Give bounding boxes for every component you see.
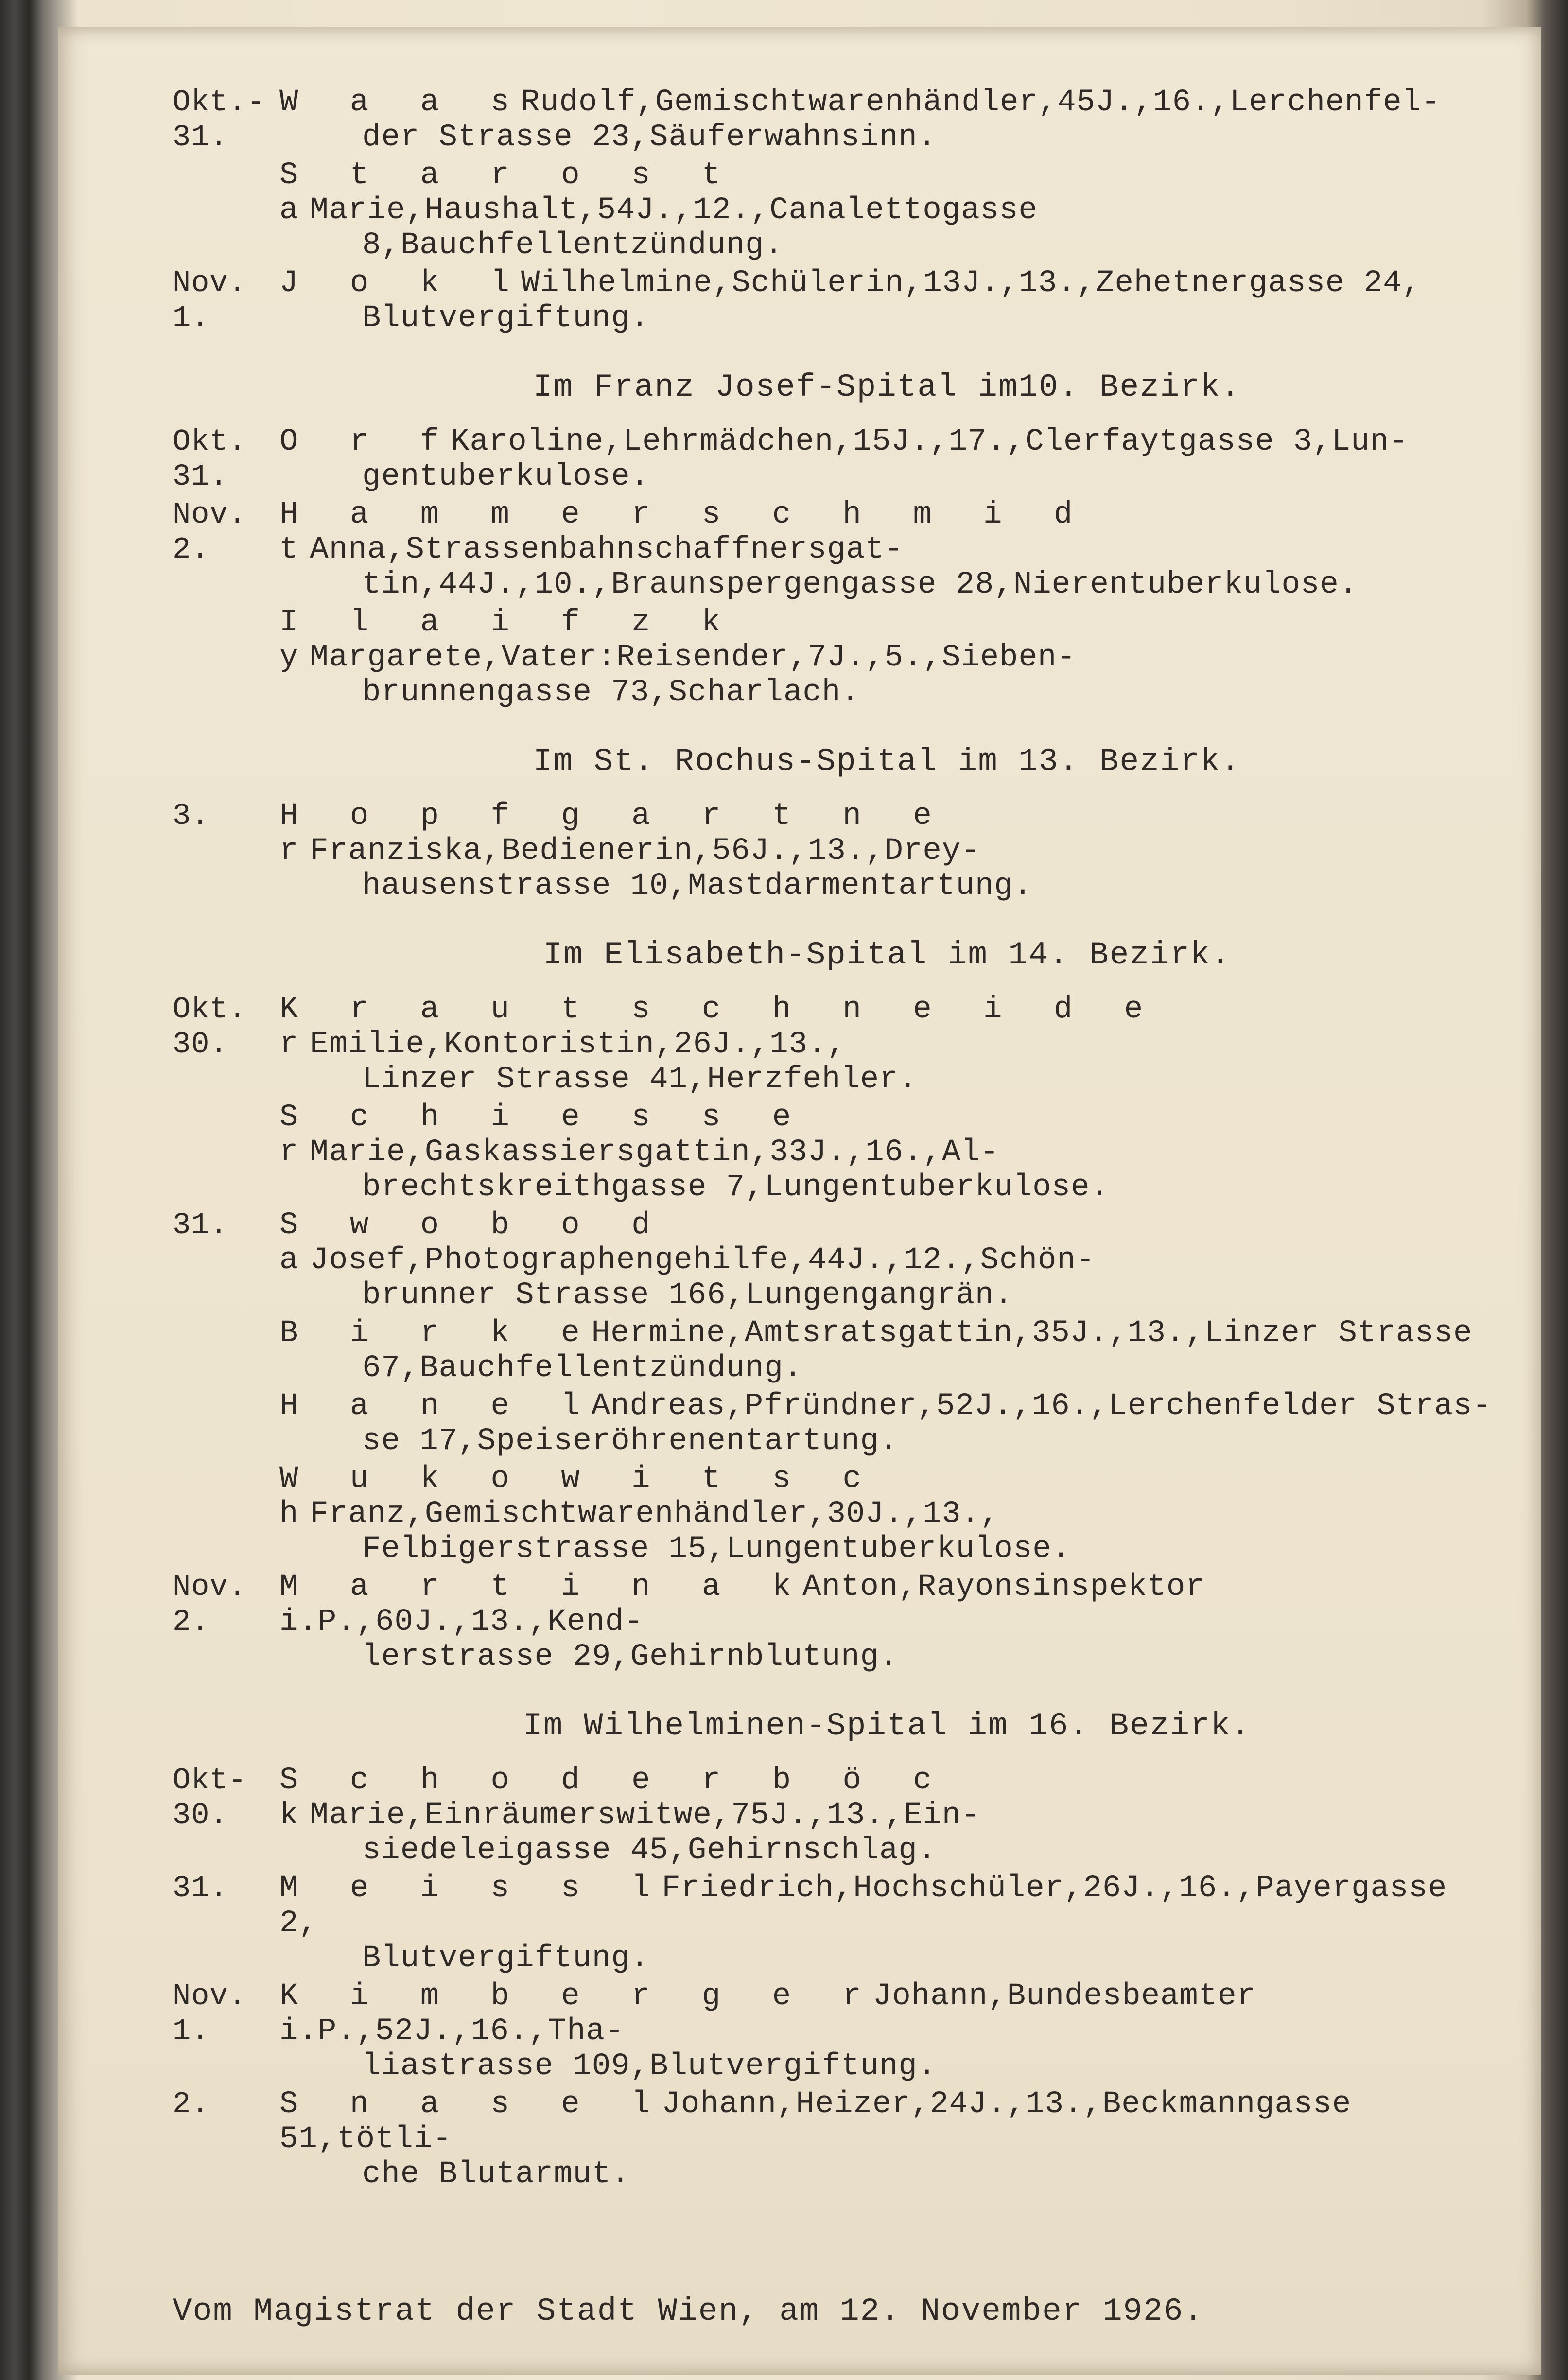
death-record-entry (173, 2087, 1495, 2192)
entry-details: Wilhelmine,Schülerin,13J.,13.,Zehetnergasse 24, (521, 266, 1421, 301)
entry-surname: O r f (279, 424, 456, 459)
death-record-entry (173, 605, 1495, 710)
entry-details-continued: Blutvergiftung. (362, 301, 650, 336)
entry-details: Hermine,Amtsratsgattin,35J.,13.,Linzer Strasse (591, 1316, 1473, 1351)
entry-details-continued: 8,Bauchfellentzündung. (362, 228, 784, 263)
entry-surname: J o k l (279, 266, 526, 301)
entry-details: Anton,Rayonsinspektor i.P.,60J.,13.,Kend- (279, 1570, 1205, 1640)
section-heading: Im St. Rochus-Spital im 13. Bezirk. (533, 743, 1241, 780)
hospital-section (173, 370, 1495, 710)
entry-surname: M e i s s l (279, 1871, 667, 1906)
entry-surname: W u k o w i t s c h (279, 1462, 878, 1532)
entry-surname: H a n e l (279, 1389, 596, 1424)
section-heading: Im Franz Josef-Spital im10. Bezirk. (533, 369, 1241, 405)
entry-details: Friedrich,Hochschüler,26J.,16.,Payergasse 2, (279, 1871, 1447, 1941)
entry-surname: B i r k e (279, 1316, 596, 1351)
entry-surname: S c h o d e r b ö c k (279, 1763, 948, 1833)
entry-details-continued: brechtskreithgasse 7,Lungentuberkulose. (362, 1170, 1109, 1205)
document-page (58, 27, 1541, 2375)
death-record-entry (173, 497, 1495, 602)
death-record-entry (173, 1316, 1495, 1386)
hospital-section (173, 744, 1495, 904)
entry-details-continued: lerstrasse 29,Gehirnblutung. (362, 1640, 899, 1675)
entry-surname: S t a r o s t a (279, 158, 737, 228)
entry-date: 31. (173, 1208, 228, 1242)
death-record-entry (173, 424, 1495, 494)
entry-surname: S w o b o d a (279, 1208, 667, 1278)
entry-details-continued: brunner Strasse 166,Lungengangrän. (362, 1278, 1013, 1313)
death-record-entry (173, 1462, 1495, 1567)
entry-details-continued: hausenstrasse 10,Mastdarmentartung. (362, 869, 1033, 904)
entry-date: 2. (173, 2087, 210, 2121)
entry-date: Okt. 31. (173, 424, 247, 494)
entry-details-continued: gentuberkulose. (362, 459, 650, 494)
entry-surname: K i m b e r g e r (279, 1979, 878, 2014)
hospital-section (173, 1709, 1495, 2192)
entry-surname: K r a u t s c h n e i d e r (279, 992, 1160, 1062)
death-record-entry (173, 1389, 1495, 1459)
entry-details-continued: se 17,Speiseröhrenentartung. (362, 1424, 899, 1459)
section-heading: Im Wilhelminen-Spital im 16. Bezirk. (523, 1708, 1251, 1744)
entry-details: Anna,Strassenbahnschaffnersgat- (310, 532, 904, 567)
death-record-entry (173, 158, 1495, 263)
entry-details-continued: tin,44J.,10.,Braunspergengasse 28,Nierentuberkulose. (362, 567, 1359, 602)
entry-details: Johann,Heizer,24J.,13.,Beckmanngasse 51,tötli- (279, 2087, 1352, 2157)
entry-date: Nov. 1. (173, 1979, 247, 2048)
entry-date: Okt. 30. (173, 992, 247, 1062)
entry-date: 3. (173, 799, 210, 833)
death-record-entry (173, 1763, 1495, 1868)
entry-date: 31. (173, 1871, 228, 1906)
entry-date: Nov. 1. (173, 266, 247, 335)
hospital-section (173, 85, 1495, 336)
entry-details-continued: siedeleigasse 45,Gehirnschlag. (362, 1833, 937, 1868)
entry-date: Nov. 2. (173, 1570, 247, 1639)
death-record-entry (173, 799, 1495, 904)
entry-details-continued: che Blutarmut. (362, 2157, 630, 2192)
entry-date: Nov. 2. (173, 497, 247, 567)
entry-details-continued: 67,Bauchfellentzündung. (362, 1351, 803, 1386)
section-heading: Im Elisabeth-Spital im 14. Bezirk. (543, 937, 1231, 973)
entry-details: Franziska,Bedienerin,56J.,13.,Drey- (310, 834, 980, 869)
entry-surname: S n a s e l (279, 2087, 667, 2122)
death-record-entry (173, 1570, 1495, 1675)
entry-details: Marie,Einräumerswitwe,75J.,13.,Ein- (310, 1798, 980, 1833)
entry-surname: M a r t i n a k (279, 1570, 808, 1605)
entry-details: Emilie,Kontoristin,26J.,13., (310, 1027, 846, 1062)
entry-surname: H o p f g a r t n e r (279, 799, 948, 869)
entry-details-continued: der Strasse 23,Säuferwahnsinn. (362, 120, 937, 155)
entry-details: Johann,Bundesbeamter i.P.,52J.,16.,Tha- (279, 1979, 1256, 2049)
entry-details: Andreas,Pfründner,52J.,16.,Lerchenfelder Stras- (591, 1389, 1492, 1424)
entry-details-continued: Felbigerstrasse 15,Lungentuberkulose. (362, 1532, 1071, 1567)
death-record-entry (173, 1979, 1495, 2084)
entry-details: Karoline,Lehrmädchen,15J.,17.,Clerfaytgasse 3,Lun- (451, 424, 1409, 459)
entry-date: Okt.- 31. (173, 85, 266, 155)
entry-details: Rudolf,Gemischtwarenhändler,45J.,16.,Lerchenfel- (521, 85, 1441, 120)
entry-details: Marie,Gaskassiersgattin,33J.,16.,Al- (310, 1135, 1000, 1170)
death-record-entry (173, 1871, 1495, 1976)
document-footer: Vom Magistrat der Stadt Wien, am 12. November 1926. (173, 2293, 1204, 2329)
entry-details: Margarete,Vater:Reisender,7J.,5.,Sieben- (310, 640, 1076, 675)
hospital-section (173, 938, 1495, 1675)
entry-details: Josef,Photographengehilfe,44J.,12.,Schön- (310, 1243, 1096, 1278)
death-record-entry (173, 266, 1495, 336)
entry-surname: W a a s (279, 85, 526, 120)
entry-date: Okt- 30. (173, 1763, 247, 1833)
death-record-entry (173, 85, 1495, 155)
entry-details-continued: Linzer Strasse 41,Herzfehler. (362, 1062, 918, 1097)
entry-details-continued: Blutvergiftung. (362, 1941, 650, 1976)
entry-surname: S c h i e s s e r (279, 1100, 808, 1170)
entry-surname: I l a i f z k y (279, 605, 737, 675)
death-record-entry (173, 1208, 1495, 1313)
death-record-entry (173, 992, 1495, 1097)
document-body (173, 85, 1495, 2329)
entry-details-continued: liastrasse 109,Blutvergiftung. (362, 2049, 937, 2084)
entry-details: Franz,Gemischtwarenhändler,30J.,13., (310, 1497, 1000, 1532)
death-record-entry (173, 1100, 1495, 1205)
entry-surname: H a m m e r s c h m i d t (279, 497, 1089, 567)
entry-details: Marie,Haushalt,54J.,12.,Canalettogasse (310, 193, 1038, 228)
entry-details-continued: brunnengasse 73,Scharlach. (362, 675, 860, 710)
